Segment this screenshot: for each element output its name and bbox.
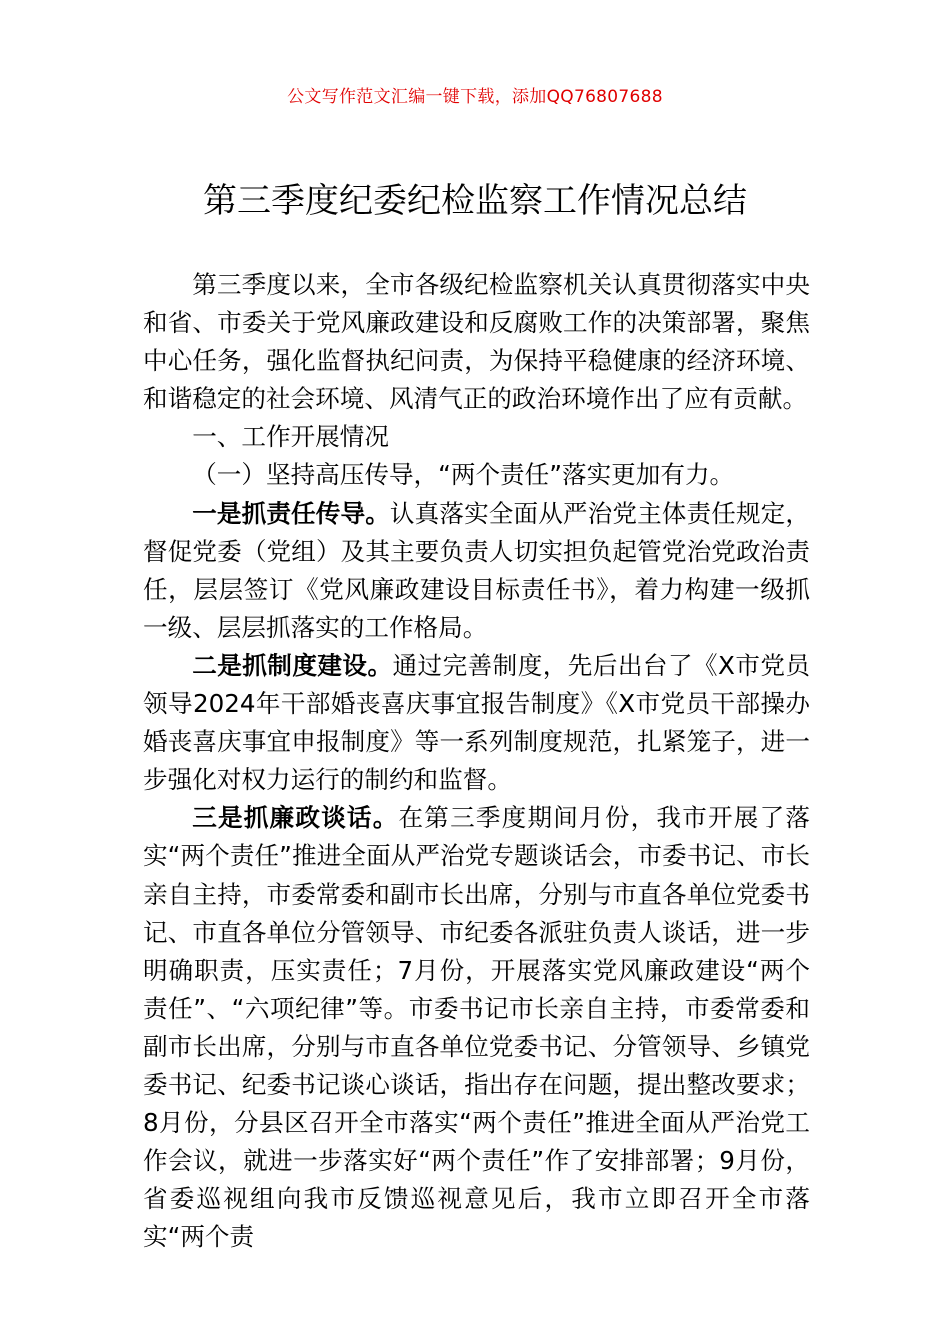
- item-responsibility-transmission: [143, 495, 810, 647]
- subsection-heading-responsibility: （一）坚持高压传导，“两个责任”落实更加有力。: [192, 460, 735, 490]
- document-title: 第三季度纪委纪检监察工作情况总结: [203, 181, 747, 221]
- intro-paragraph: 第三季度以来，全市各级纪检监察机关认真贯彻落实中央和省、市委关于党风廉政建设和反腐败工作的决策部署，聚焦中心任务，强化监督执纪问责，为保持平稳健康的经济环境、和谐稳定的社会环境、风清气正的政治环境作出了应有贡献。: [143, 270, 810, 414]
- item-lead: 二是抓制度建设。: [192, 650, 393, 680]
- item-text: 认真落实全面从严治党主体责任规定，督促党委（党组）及其主要负责人切实担负起管党治党政治责任，层层签订《党风廉政建设目标责任书》，着力构建一级抓一级、层层抓落实的工作格局。: [143, 498, 810, 642]
- download-promo-banner: 公文写作范文汇编一键下载，添加QQ76807688: [287, 87, 663, 107]
- document-body: [143, 266, 810, 1256]
- section-heading-work-progress: 一、工作开展情况: [192, 422, 389, 452]
- item-system-building: [143, 647, 810, 799]
- item-lead: 一是抓责任传导。: [192, 498, 390, 528]
- item-integrity-talks: [143, 799, 810, 1256]
- item-text: 通过完善制度，先后出台了《X市党员领导2024年干部婚丧喜庆事宜报告制度》《X市党员干部操办婚丧喜庆事宜申报制度》等一系列制度规范，扎紧笼子，进一步强化对权力运行的制约和监督。: [143, 650, 810, 795]
- item-lead: 三是抓廉政谈话。: [192, 803, 399, 833]
- item-text: 在第三季度期间月份，我市开展了落实“两个责任”推进全面从严治党专题谈话会，市委书记、市长亲自主持，市委常委和副市长出席，分别与市直各单位党委书记、市直各单位分管领导、市纪委各派驻负责人谈话，进一步明确职责，压实责任；7月份，开展落实党风廉政建设“两个责任”、“六项纪律”等。市委书记市长亲自主持，市委常委和副市长出席，分别与市直各单位党委书记、分管领导、乡镇党委书记、纪委书记谈心谈话，指出存在问题，提出整改要求；8月份，分县区召开全市落实“两个责任”推进全面从严治党工作会议，就进一步落实好“两个责任”作了安排部署；9月份，省委巡视组向我市反馈巡视意见后，我市立即召开全市落实“两个责: [143, 803, 810, 1252]
